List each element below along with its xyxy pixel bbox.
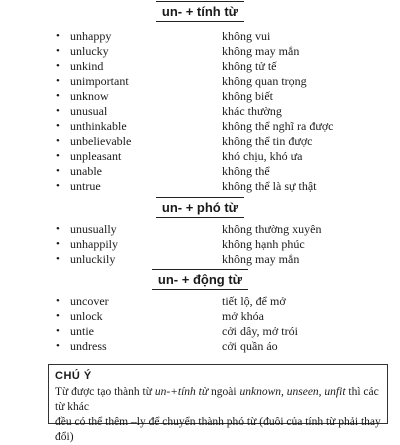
list-item [0, 134, 400, 149]
english-word: unable [70, 164, 102, 178]
note-line1-emphasis-1: un-+tính từ [154, 386, 209, 398]
note-line1-prefix: Từ được tạo thành từ [55, 386, 155, 398]
vietnamese-meaning: không biết [222, 89, 273, 103]
list-item [0, 339, 400, 354]
bullet-icon: • [56, 165, 60, 177]
bullet-icon: • [56, 135, 60, 147]
vietnamese-meaning: không thể là sự thật [222, 179, 317, 193]
bullet-icon: • [56, 75, 60, 87]
vietnamese-meaning: cởi dây, mở trói [222, 324, 298, 338]
bullet-icon: • [56, 30, 60, 42]
english-word: unhappy [70, 29, 112, 43]
note-line1-emphasis-2: unknown, unseen, unfit [239, 386, 346, 398]
english-word: unluckily [70, 252, 116, 266]
english-word: unimportant [70, 74, 129, 88]
section-title-text: un- + phó từ [161, 200, 239, 215]
note-title: CHÚ Ý [55, 370, 92, 382]
vietnamese-meaning: không thể tin được [222, 134, 313, 148]
list-item [0, 294, 400, 309]
english-word: unlock [70, 309, 103, 323]
section-title-verb [0, 272, 400, 288]
adjective-word-list [0, 29, 400, 194]
vietnamese-meaning: không may mắn [222, 44, 300, 58]
list-item [0, 119, 400, 134]
english-word: unhappily [70, 237, 118, 251]
vietnamese-meaning: tiết lộ, để mở [222, 294, 286, 308]
vietnamese-meaning: không thường xuyên [222, 222, 322, 236]
adverb-word-list [0, 222, 400, 267]
list-item [0, 222, 400, 237]
english-word: unknow [70, 89, 109, 103]
english-word: untrue [70, 179, 101, 193]
list-item [0, 179, 400, 194]
english-word: unbelievable [70, 134, 132, 148]
english-word: unthinkable [70, 119, 127, 133]
english-word: unpleasant [70, 149, 122, 163]
english-word: untie [70, 324, 94, 338]
english-word: undress [70, 339, 107, 353]
note-line2: đều có thể thêm –ly để chuyển thành phó từ (đuôi của tính từ phải thay đổi) [55, 416, 381, 443]
list-item [0, 149, 400, 164]
bullet-icon: • [56, 180, 60, 192]
vietnamese-meaning: cởi quần áo [222, 339, 278, 353]
list-item [0, 89, 400, 104]
vietnamese-meaning: không thể nghĩ ra được [222, 119, 334, 133]
section-title-text: un- + tính từ [161, 4, 239, 19]
bullet-icon: • [56, 60, 60, 72]
note-line1-mid: ngoài [208, 386, 240, 398]
bullet-icon: • [56, 295, 60, 307]
english-word: unusually [70, 222, 117, 236]
list-item [0, 104, 400, 119]
list-item [0, 324, 400, 339]
bullet-icon: • [56, 238, 60, 250]
english-word: unlucky [70, 44, 109, 58]
bullet-icon: • [56, 253, 60, 265]
bullet-icon: • [56, 150, 60, 162]
vietnamese-meaning: khó chịu, khó ưa [222, 149, 303, 163]
list-item [0, 237, 400, 252]
vietnamese-meaning: không may mắn [222, 252, 300, 266]
english-word: unkind [70, 59, 104, 73]
bullet-icon: • [56, 310, 60, 322]
vietnamese-meaning: không hạnh phúc [222, 237, 305, 251]
english-word: unusual [70, 104, 108, 118]
vietnamese-meaning: không thể [222, 164, 270, 178]
note-body [55, 385, 381, 445]
bullet-icon: • [56, 90, 60, 102]
bullet-icon: • [56, 223, 60, 235]
note-box [48, 364, 388, 443]
note-line1-suffix: thì các từ khác [55, 386, 379, 413]
list-item [0, 59, 400, 74]
bullet-icon: • [56, 45, 60, 57]
section-title-adverb [0, 200, 400, 216]
list-item [0, 164, 400, 179]
vietnamese-meaning: không tử tế [222, 59, 277, 73]
vietnamese-meaning: mở khóa [222, 309, 265, 323]
list-item [0, 29, 400, 44]
list-item [0, 74, 400, 89]
vietnamese-meaning: khác thường [222, 104, 282, 118]
list-item [0, 252, 400, 267]
bullet-icon: • [56, 340, 60, 352]
list-item [0, 309, 400, 324]
bullet-icon: • [56, 120, 60, 132]
section-title-text: un- + động từ [157, 272, 243, 287]
verb-word-list [0, 294, 400, 354]
bullet-icon: • [56, 325, 60, 337]
english-word: uncover [70, 294, 109, 308]
bullet-icon: • [56, 105, 60, 117]
section-title-adjective [0, 4, 400, 20]
vietnamese-meaning: không quan trọng [222, 74, 307, 88]
list-item [0, 44, 400, 59]
vietnamese-meaning: không vui [222, 29, 271, 43]
